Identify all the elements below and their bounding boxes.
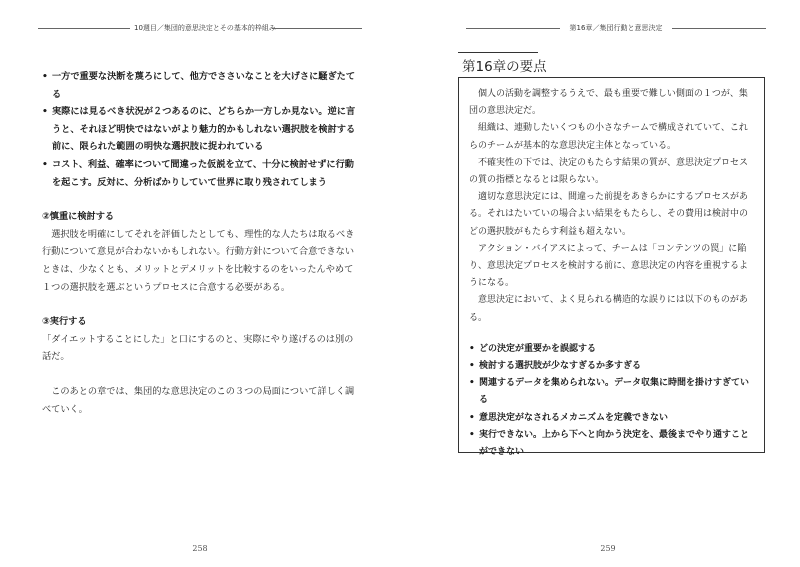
page-number-left: 258 (192, 544, 208, 553)
summary-paragraph: 個人の活動を調整するうえで、最も重要で難しい側面の１つが、集団の意思決定だ。 (469, 89, 748, 117)
left-running-head (38, 22, 362, 34)
summary-title: 第16章の要点 (462, 59, 547, 75)
bullet-icon: • (469, 412, 475, 423)
list-item: • どの決定が重要かを誤認する (469, 341, 754, 358)
structural-errors-list (469, 341, 754, 461)
running-head-rule (466, 28, 560, 29)
running-head-rule (272, 28, 362, 29)
summary-title-rule (458, 52, 538, 53)
bullet-icon: • (42, 106, 48, 118)
list-item: • 関連するデータを集められない。データ収集に時間を掛けすぎている (469, 375, 754, 409)
right-running-head-text: 第16章／集団行動と意思決定 (569, 24, 663, 32)
summary-paragraph: 不確実性の下では、決定のもたらす結果の質が、意思決定プロセスの質の指標となるとは限らない。 (469, 157, 749, 186)
page-number-right: 259 (600, 544, 616, 553)
section-heading-deliberate: ②慎重に検討する (42, 211, 115, 223)
bullet-icon: • (469, 343, 475, 354)
right-page (400, 0, 800, 567)
list-item: • 検討する選択肢が少なすぎるか多すぎる (469, 358, 754, 375)
summary-paragraph: アクション・バイアスによって、チームは「コンテンツの罠」に陥り、意思決定プロセスを検討する前に、意思決定の内容を重視するようになる。 (469, 243, 749, 289)
section-paragraph-deliberate: 選択肢を明確にしてそれを評価したとしても、理性的な人たちは取るべき行動について意見が合わないかもしれない。行動方針について合意できないときは、少なくとも、メリットとデメリットを比較するのをいったんやめて１つの選択肢を選ぶというプロセスに合意する必要がある。 (42, 228, 355, 293)
left-body-text (42, 68, 358, 418)
summary-paragraph: 意思決定において、よく見られる構造的な誤りには以下のものがある。 (469, 295, 748, 323)
section-paragraph-execute: 「ダイエットすることにした」と口にするのと、実際にやり遂げるのは別の話だ。 (42, 333, 354, 363)
closing-paragraph: このあとの章では、集団的な意思決定のこの３つの局面について詳しく調べていく。 (42, 385, 355, 415)
list-item: • 一方で重要な決断を蔑ろにして、他方でささいなことを大げさに騒ぎたてる (42, 68, 358, 103)
bullet-icon: • (42, 71, 48, 82)
right-running-head (466, 22, 766, 34)
chapter-summary-box (458, 77, 765, 458)
bullet-icon: • (469, 361, 475, 372)
list-item: • 実際には見るべき状況が２つあるのに、どちらか一方しか見ない。逆に言うと、それほど明快ではないがより魅力的かもしれない選択肢を検討する前に、限られた範囲の明快な選択肢に捉われている (42, 103, 358, 156)
running-head-rule (672, 28, 766, 29)
bullet-icon: • (469, 378, 475, 389)
list-item: • 意思決定がなされるメカニズムを定義できない (469, 410, 754, 427)
bullet-icon: • (469, 429, 475, 440)
section-heading-execute: ③実行する (42, 316, 87, 328)
problem-bullet-list (42, 68, 358, 191)
summary-paragraph: 適切な意思決定には、間違った前提をあきらかにするプロセスがある。それはたいていの場合よい結果をもたらし、その費用は検討中のどの選択肢がもたらす利益も超えない。 (469, 192, 749, 237)
summary-paragraph: 組織は、連動したいくつもの小さなチームで構成されていて、これらのチームが基本的な意思決定主体となっている。 (469, 123, 748, 151)
list-item: • コスト、利益、確率について間違った仮説を立て、十分に検討せずに行動を起こす。反対に、分析ばかりしていて世界に取り残されてしまう (42, 156, 358, 191)
list-item: • 実行できない。上から下へと向かう決定を、最後までやり通すことができない (469, 427, 754, 461)
running-head-rule (38, 28, 130, 29)
left-running-head-text: 10週目／集団的意思決定とその基本的枠組み (134, 24, 276, 32)
bullet-icon: • (42, 158, 48, 170)
